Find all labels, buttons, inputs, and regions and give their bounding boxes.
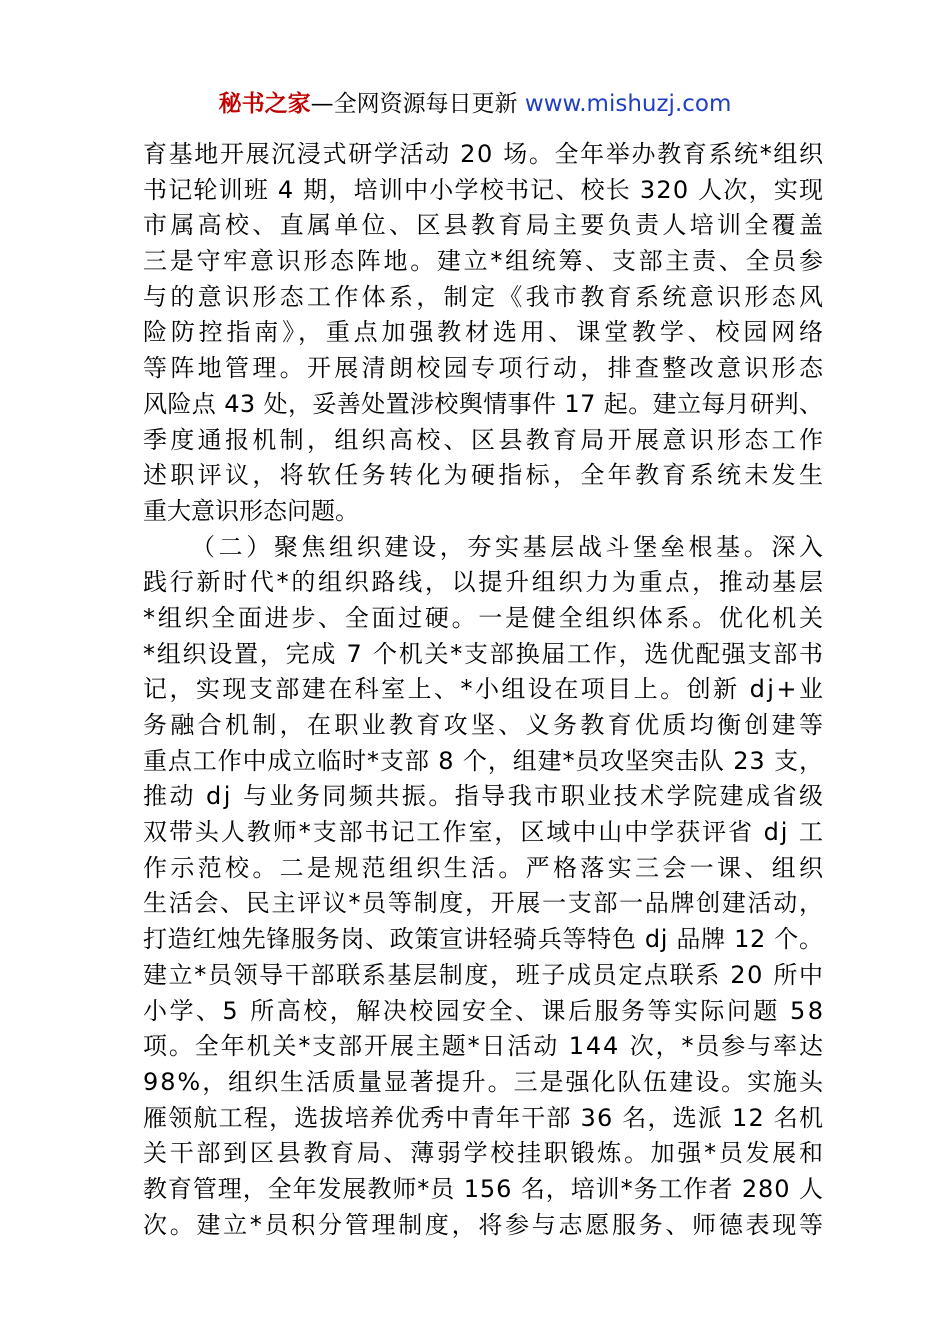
text-line: 作示范校。二是规范组织生活。严格落实三会一课、组织 xyxy=(143,853,827,882)
text-line: 述职评议，将软任务转化为硬指标，全年教育系统未发生 xyxy=(143,461,827,490)
text-line: 小学、5 所高校，解决校园安全、课后服务等实际问题 58 xyxy=(143,996,826,1025)
document-body xyxy=(143,137,827,1243)
text-line: 推动 dj 与业务同频共振。指导我市职业技术学院建成省级 xyxy=(143,782,826,811)
site-tagline: —全网资源每日更新 xyxy=(310,91,525,117)
text-line: 风险点 43 处，妥善处置涉校舆情事件 17 起。建立每月研判、 xyxy=(143,389,824,418)
text-line: 打造红烛先锋服务岗、政策宣讲轻骑兵等特色 dj 品牌 12 个。 xyxy=(143,925,824,954)
text-line: 记，实现支部建在科室上、*小组设在项目上。创新 dj+业 xyxy=(143,675,826,704)
text-line: 雁领航工程，选拔培养优秀中青年干部 36 名，选派 12 名机 xyxy=(143,1103,825,1132)
text-line: 重大意识形态问题。 xyxy=(143,496,359,525)
text-line: 等阵地管理。开展清朗校园专项行动，排查整改意识形态 xyxy=(143,354,827,383)
text-line: 双带头人教师*支部书记工作室，区域中山中学获评省 dj 工 xyxy=(143,818,825,847)
text-line: 与的意识形态工作体系，制定《我市教育系统意识形态风 xyxy=(143,282,827,311)
text-line: 书记轮训班 4 期，培训中小学校书记、校长 320 人次，实现 xyxy=(143,175,825,204)
text-line: 务融合机制，在职业教育攻坚、义务教育优质均衡创建等 xyxy=(143,711,827,739)
site-url-link[interactable]: www.mishuzj.com xyxy=(524,91,732,117)
text-line: 项。全年机关*支部开展主题*日活动 144 次，*员参与率达 xyxy=(143,1032,825,1061)
text-line: 关干部到区县教育局、薄弱学校挂职锻炼。加强*员发展和 xyxy=(143,1139,826,1168)
text-line: 建立*员领导干部联系基层制度，班子成员定点联系 20 所中 xyxy=(143,960,825,989)
text-line: *组织设置，完成 7 个机关*支部换届工作，选优配强支部书 xyxy=(143,639,825,668)
text-line: 重点工作中成立临时*支部 8 个，组建*员攻坚突击队 23 支， xyxy=(143,746,824,775)
text-line: 生活会、民主评议*员等制度，开展一支部一品牌创建活动， xyxy=(143,889,825,918)
text-line: 践行新时代*的组织路线，以提升组织力为重点，推动基层 xyxy=(143,568,826,597)
text-line: 次。建立*员积分管理制度，将参与志愿服务、师德表现等 xyxy=(143,1210,826,1239)
text-line: 险防控指南》，重点加强教材选用、课堂教学、校园网络 xyxy=(143,318,827,347)
text-line: 市属高校、直属单位、区县教育局主要负责人培训全覆盖 xyxy=(143,211,827,240)
site-brand: 秘书之家 xyxy=(218,91,311,117)
text-line: *组织全面进步、全面过硬。一是健全组织体系。优化机关 xyxy=(143,603,826,632)
text-line: 98%，组织生活质量显著提升。三是强化队伍建设。实施头 xyxy=(143,1067,825,1096)
site-header xyxy=(0,88,950,120)
text-line: 教育管理，全年发展教师*员 156 名，培训*务工作者 280 人 xyxy=(143,1174,824,1203)
text-line: 季度通报机制，组织高校、区县教育局开展意识形态工作 xyxy=(143,425,827,454)
text-line: 三是守牢意识形态阵地。建立*组统筹、支部主责、全员参 xyxy=(143,247,826,276)
paragraph-first-line: （二）聚焦组织建设，夯实基层战斗堡垒根基。深入 xyxy=(191,532,827,561)
text-line: 育基地开展沉浸式研学活动 20 场。全年举办教育系统*组织 xyxy=(143,140,825,168)
